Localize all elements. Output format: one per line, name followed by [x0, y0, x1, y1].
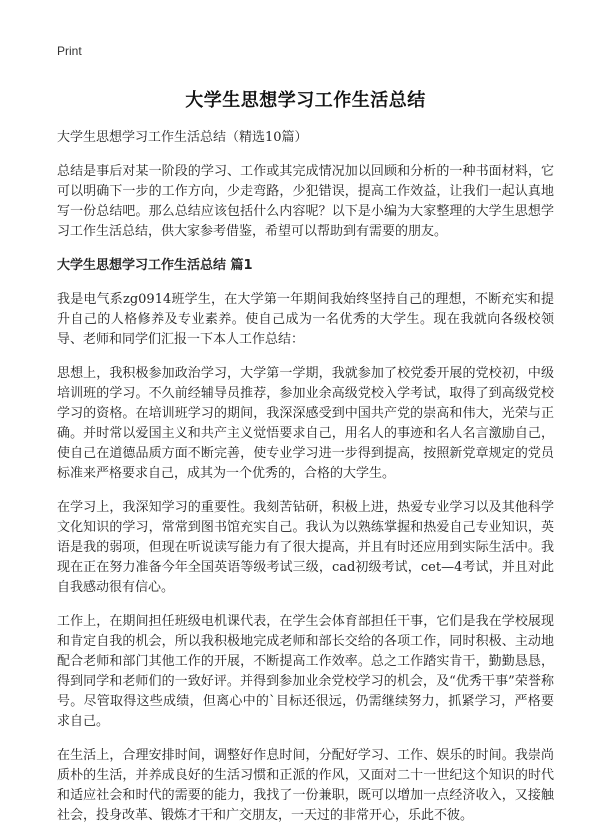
intro-paragraph: 总结是事后对某一阶段的学习、工作或其完成情况加以回顾和分析的一种书面材料，它可以明确下一步的工作方向，少走弯路，少犯错误，提高工作效益，让我们一起认真地写一份总结吧。那么总结应该包括什么内容呢？以下是小编为大家整理的大学生思想学习工作生活总结，供大家参考借鉴，希望可以帮助到有需要的朋友。 — [57, 164, 554, 239]
section-heading: 大学生思想学习工作生活总结 篇1 — [57, 258, 253, 273]
document-subtitle: 大学生思想学习工作生活总结（精选10篇） — [57, 130, 308, 145]
body-paragraph-self-intro: 我是电气系zg0914班学生，在大学第一年期间我始终坚持自己的理想，不断充实和提升自己的人格修养及专业素养。使自己成为一名优秀的大学生。现在我就向各级校领导、老师和同学们汇报一下本人工作总结： — [57, 292, 554, 347]
body-paragraph-study: 在学习上，我深知学习的重要性。我刻苦钻研，积极上进，热爱专业学习以及其他科学文化知识的学习，常常到图书馆充实自己。我认为以熟练掌握和热爱自己专业知识，英语是我的弱项，但现在听说读写能力有了很大提高，并且有时还应用到实际生活中。我现在正在努力准备今年全国英语等级考试三级，cad初级考试，cet—4考试，并且对此自我感动很有信心。 — [57, 500, 554, 595]
body-paragraph-work: 工作上，在期间担任班级电机课代表，在学生会体育部担任干事，它们是我在学校展现和肯定自我的机会，所以我积极地完成老师和部长交给的各项工作，同时积极、主动地配合老师和部门其他工作的开展，不断提高工作效率。总之工作踏实肯干，勤勤恳恳，得到同学和老师们的一致好评。并得到参加业余党校学习的机会，及“优秀干事”荣誉称号。尽管取得这些成绩，但离心中的`目标还很远，仍需继续努力，抓紧学习，严格要求自己。 — [57, 614, 554, 729]
body-paragraph-thought: 思想上，我积极参加政治学习，大学第一学期，我就参加了校党委开展的党校初，中级培训班的学习。不久前经辅导员推荐，参加业余高级党校入学考试，取得了到高级党校学习的资格。在培训班学习的期间，我深深感受到中国共产党的崇高和伟大，光荣与正确。并时常以爱国主义和共产主义觉悟要求自己，用名人的事迹和名人名言激励自己，使自己在道德品质方面不断完善，使专业学习进一步得到提高，按照新党章规定的党员标准来严格要求自己，成其为一个优秀的，合格的大学生。 — [57, 366, 554, 481]
print-label: Print — [57, 44, 82, 58]
body-paragraph-life: 在生活上，合理安排时间，调整好作息时间，分配好学习、工作、娱乐的时间。我崇尚质朴的生活，并养成良好的生活习惯和正派的作风，又面对二十一世纪这个知识的时代和适应社会和时代的需要的能力，我找了一份兼职，既可以增加一点经济收入，又接触社会，投身改革、锻炼才干和广交朋友，一天过的非常开心，乐此不彼。 — [57, 748, 554, 823]
document-title: 大学生思想学习工作生活总结 — [185, 90, 426, 111]
